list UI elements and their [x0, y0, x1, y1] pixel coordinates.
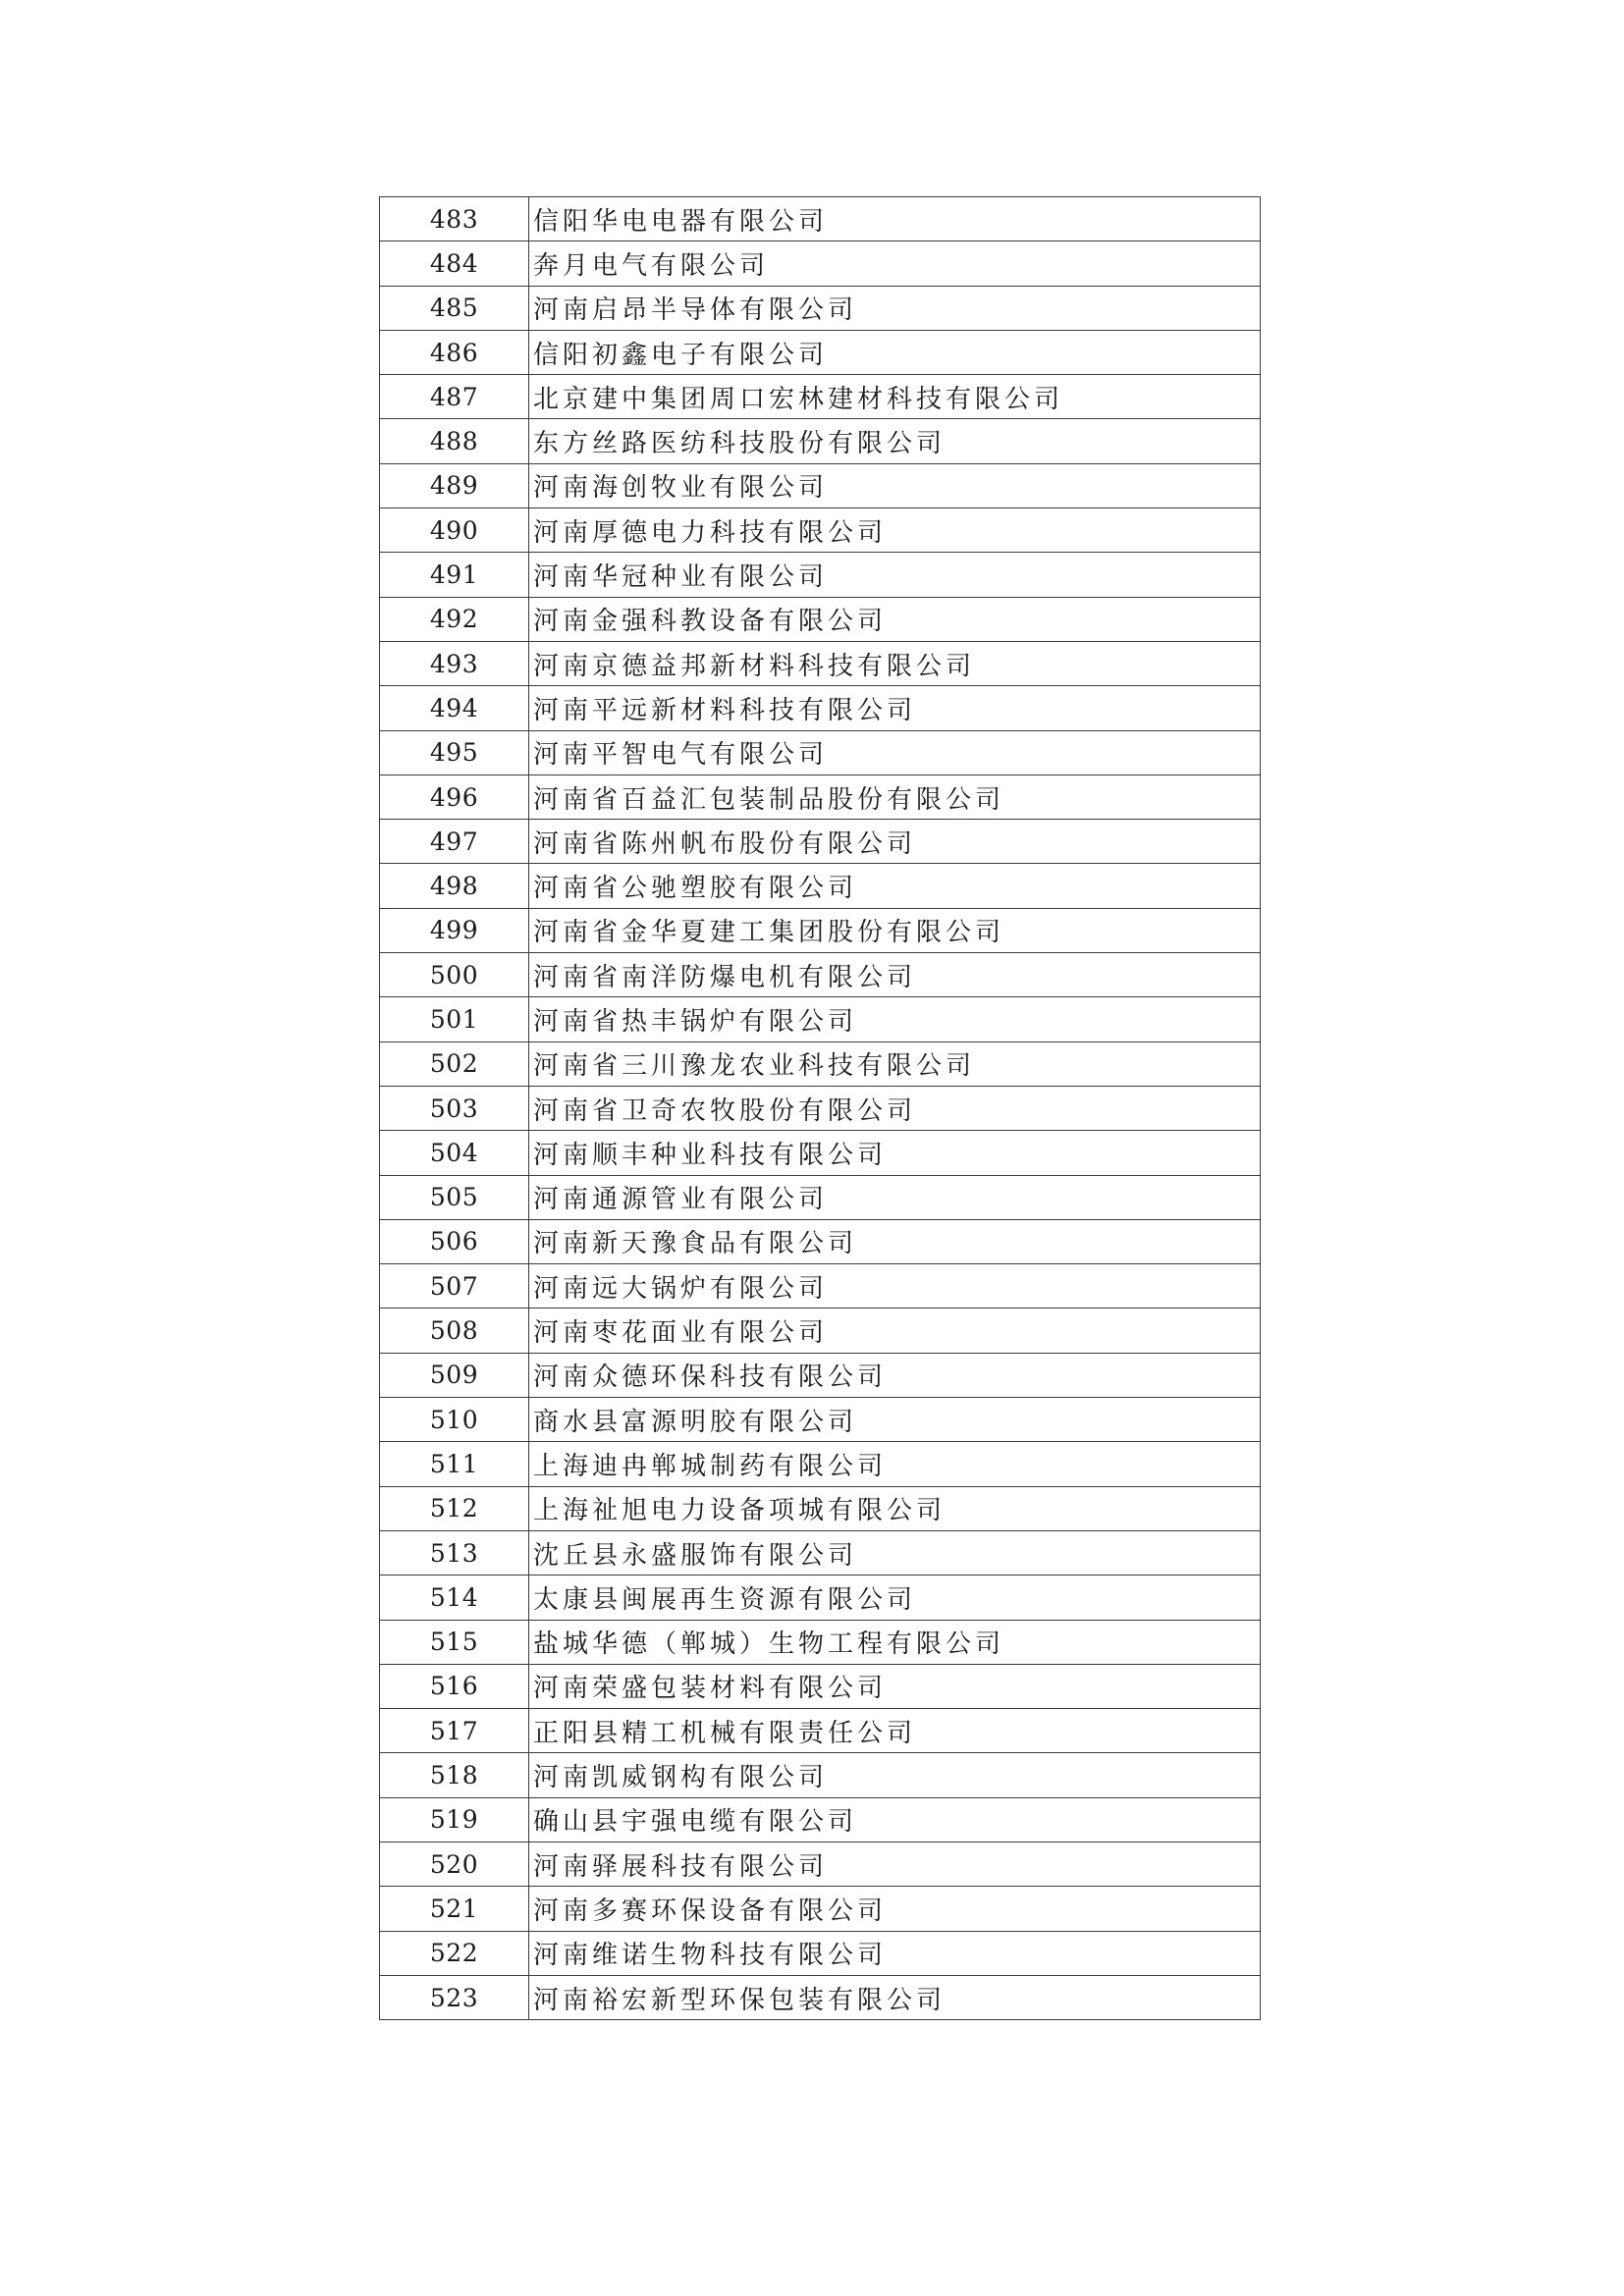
- row-number-cell: 514: [380, 1575, 529, 1620]
- row-number-cell: 489: [380, 463, 529, 507]
- row-number-cell: 487: [380, 375, 529, 419]
- row-number-cell: 500: [380, 953, 529, 997]
- company-name-cell: 河南省南洋防爆电机有限公司: [529, 953, 1261, 997]
- company-name-cell: 河南驿展科技有限公司: [529, 1842, 1261, 1886]
- company-name-cell: 河南海创牧业有限公司: [529, 463, 1261, 507]
- table-row: [380, 1709, 1261, 1753]
- row-number-cell: 498: [380, 864, 529, 908]
- table-row: [380, 1931, 1261, 1975]
- table-row: [380, 330, 1261, 374]
- row-number-cell: 494: [380, 686, 529, 730]
- company-name-cell: 河南新天豫食品有限公司: [529, 1219, 1261, 1263]
- table-row: [380, 1264, 1261, 1308]
- company-name-cell: 河南多赛环保设备有限公司: [529, 1887, 1261, 1931]
- table-row: [380, 730, 1261, 774]
- row-number-cell: 512: [380, 1486, 529, 1530]
- row-number-cell: 521: [380, 1887, 529, 1931]
- company-name-cell: 上海迪冉郸城制药有限公司: [529, 1442, 1261, 1486]
- company-name-cell: 河南顺丰种业科技有限公司: [529, 1131, 1261, 1175]
- row-number-cell: 488: [380, 419, 529, 463]
- company-name-cell: 河南京德益邦新材料科技有限公司: [529, 641, 1261, 685]
- company-name-cell: 河南荣盛包装材料有限公司: [529, 1664, 1261, 1708]
- row-number-cell: 519: [380, 1797, 529, 1842]
- company-name-cell: 正阳县精工机械有限责任公司: [529, 1709, 1261, 1753]
- row-number-cell: 501: [380, 997, 529, 1041]
- company-name-cell: 河南凯威钢构有限公司: [529, 1753, 1261, 1797]
- table-row: [380, 864, 1261, 908]
- table-row: [380, 1131, 1261, 1175]
- row-number-cell: 522: [380, 1931, 529, 1975]
- table-row: [380, 1887, 1261, 1931]
- row-number-cell: 505: [380, 1175, 529, 1219]
- table-row: [380, 641, 1261, 685]
- company-name-cell: 河南金强科教设备有限公司: [529, 597, 1261, 641]
- table-row: [380, 1664, 1261, 1708]
- table-row: [380, 241, 1261, 286]
- table-row: [380, 1842, 1261, 1886]
- row-number-cell: 495: [380, 730, 529, 774]
- row-number-cell: 520: [380, 1842, 529, 1886]
- row-number-cell: 483: [380, 197, 529, 241]
- company-name-cell: 河南省百益汇包装制品股份有限公司: [529, 774, 1261, 819]
- row-number-cell: 516: [380, 1664, 529, 1708]
- company-name-cell: 信阳华电电器有限公司: [529, 197, 1261, 241]
- table-row: [380, 1175, 1261, 1219]
- company-name-cell: 河南省卫奇农牧股份有限公司: [529, 1086, 1261, 1130]
- table-row: [380, 553, 1261, 597]
- table-row: [380, 463, 1261, 507]
- row-number-cell: 490: [380, 508, 529, 553]
- table-row: [380, 1041, 1261, 1086]
- row-number-cell: 504: [380, 1131, 529, 1175]
- row-number-cell: 492: [380, 597, 529, 641]
- row-number-cell: 506: [380, 1219, 529, 1263]
- row-number-cell: 513: [380, 1530, 529, 1575]
- row-number-cell: 508: [380, 1308, 529, 1353]
- company-name-cell: 东方丝路医纺科技股份有限公司: [529, 419, 1261, 463]
- table-row: [380, 1797, 1261, 1842]
- table-row: [380, 286, 1261, 330]
- company-name-cell: 河南平智电气有限公司: [529, 730, 1261, 774]
- row-number-cell: 484: [380, 241, 529, 286]
- row-number-cell: 515: [380, 1620, 529, 1664]
- table-row: [380, 774, 1261, 819]
- row-number-cell: 499: [380, 908, 529, 952]
- company-name-cell: 确山县宇强电缆有限公司: [529, 1797, 1261, 1842]
- company-name-cell: 信阳初鑫电子有限公司: [529, 330, 1261, 374]
- row-number-cell: 493: [380, 641, 529, 685]
- company-name-cell: 河南省陈州帆布股份有限公司: [529, 820, 1261, 864]
- table-row: [380, 1975, 1261, 2019]
- company-name-cell: 河南维诺生物科技有限公司: [529, 1931, 1261, 1975]
- company-name-cell: 河南厚德电力科技有限公司: [529, 508, 1261, 553]
- table-row: [380, 1753, 1261, 1797]
- table-row: [380, 1219, 1261, 1263]
- row-number-cell: 509: [380, 1353, 529, 1397]
- row-number-cell: 518: [380, 1753, 529, 1797]
- table-row: [380, 1530, 1261, 1575]
- row-number-cell: 496: [380, 774, 529, 819]
- table-row: [380, 820, 1261, 864]
- table-row: [380, 1308, 1261, 1353]
- table-row: [380, 419, 1261, 463]
- company-name-cell: 河南省金华夏建工集团股份有限公司: [529, 908, 1261, 952]
- table-row: [380, 375, 1261, 419]
- row-number-cell: 486: [380, 330, 529, 374]
- table-row: [380, 1486, 1261, 1530]
- company-name-cell: 沈丘县永盛服饰有限公司: [529, 1530, 1261, 1575]
- company-name-cell: 河南枣花面业有限公司: [529, 1308, 1261, 1353]
- company-name-cell: 河南远大锅炉有限公司: [529, 1264, 1261, 1308]
- table-row: [380, 997, 1261, 1041]
- row-number-cell: 491: [380, 553, 529, 597]
- table-row: [380, 508, 1261, 553]
- row-number-cell: 523: [380, 1975, 529, 2019]
- table-row: [380, 1442, 1261, 1486]
- company-name-cell: 商水县富源明胶有限公司: [529, 1398, 1261, 1442]
- row-number-cell: 517: [380, 1709, 529, 1753]
- row-number-cell: 511: [380, 1442, 529, 1486]
- row-number-cell: 507: [380, 1264, 529, 1308]
- row-number-cell: 502: [380, 1041, 529, 1086]
- company-name-cell: 河南省热丰锅炉有限公司: [529, 997, 1261, 1041]
- table-row: [380, 1353, 1261, 1397]
- company-name-cell: 河南省公驰塑胶有限公司: [529, 864, 1261, 908]
- company-name-cell: 奔月电气有限公司: [529, 241, 1261, 286]
- table-row: [380, 197, 1261, 241]
- row-number-cell: 497: [380, 820, 529, 864]
- company-name-cell: 盐城华德（郸城）生物工程有限公司: [529, 1620, 1261, 1664]
- company-name-cell: 河南启昂半导体有限公司: [529, 286, 1261, 330]
- company-name-cell: 太康县闽展再生资源有限公司: [529, 1575, 1261, 1620]
- company-name-cell: 河南裕宏新型环保包装有限公司: [529, 1975, 1261, 2019]
- company-name-cell: 北京建中集团周口宏林建材科技有限公司: [529, 375, 1261, 419]
- company-name-cell: 河南平远新材料科技有限公司: [529, 686, 1261, 730]
- table-row: [380, 597, 1261, 641]
- row-number-cell: 485: [380, 286, 529, 330]
- table-row: [380, 686, 1261, 730]
- table-row: [380, 953, 1261, 997]
- company-list-body: [380, 197, 1261, 2020]
- company-name-cell: 河南华冠种业有限公司: [529, 553, 1261, 597]
- row-number-cell: 510: [380, 1398, 529, 1442]
- company-name-cell: 河南省三川豫龙农业科技有限公司: [529, 1041, 1261, 1086]
- company-name-cell: 上海祉旭电力设备项城有限公司: [529, 1486, 1261, 1530]
- table-row: [380, 908, 1261, 952]
- table-row: [380, 1620, 1261, 1664]
- company-name-cell: 河南通源管业有限公司: [529, 1175, 1261, 1219]
- company-list-table: [379, 196, 1261, 2020]
- company-name-cell: 河南众德环保科技有限公司: [529, 1353, 1261, 1397]
- row-number-cell: 503: [380, 1086, 529, 1130]
- table-row: [380, 1086, 1261, 1130]
- table-row: [380, 1575, 1261, 1620]
- table-row: [380, 1398, 1261, 1442]
